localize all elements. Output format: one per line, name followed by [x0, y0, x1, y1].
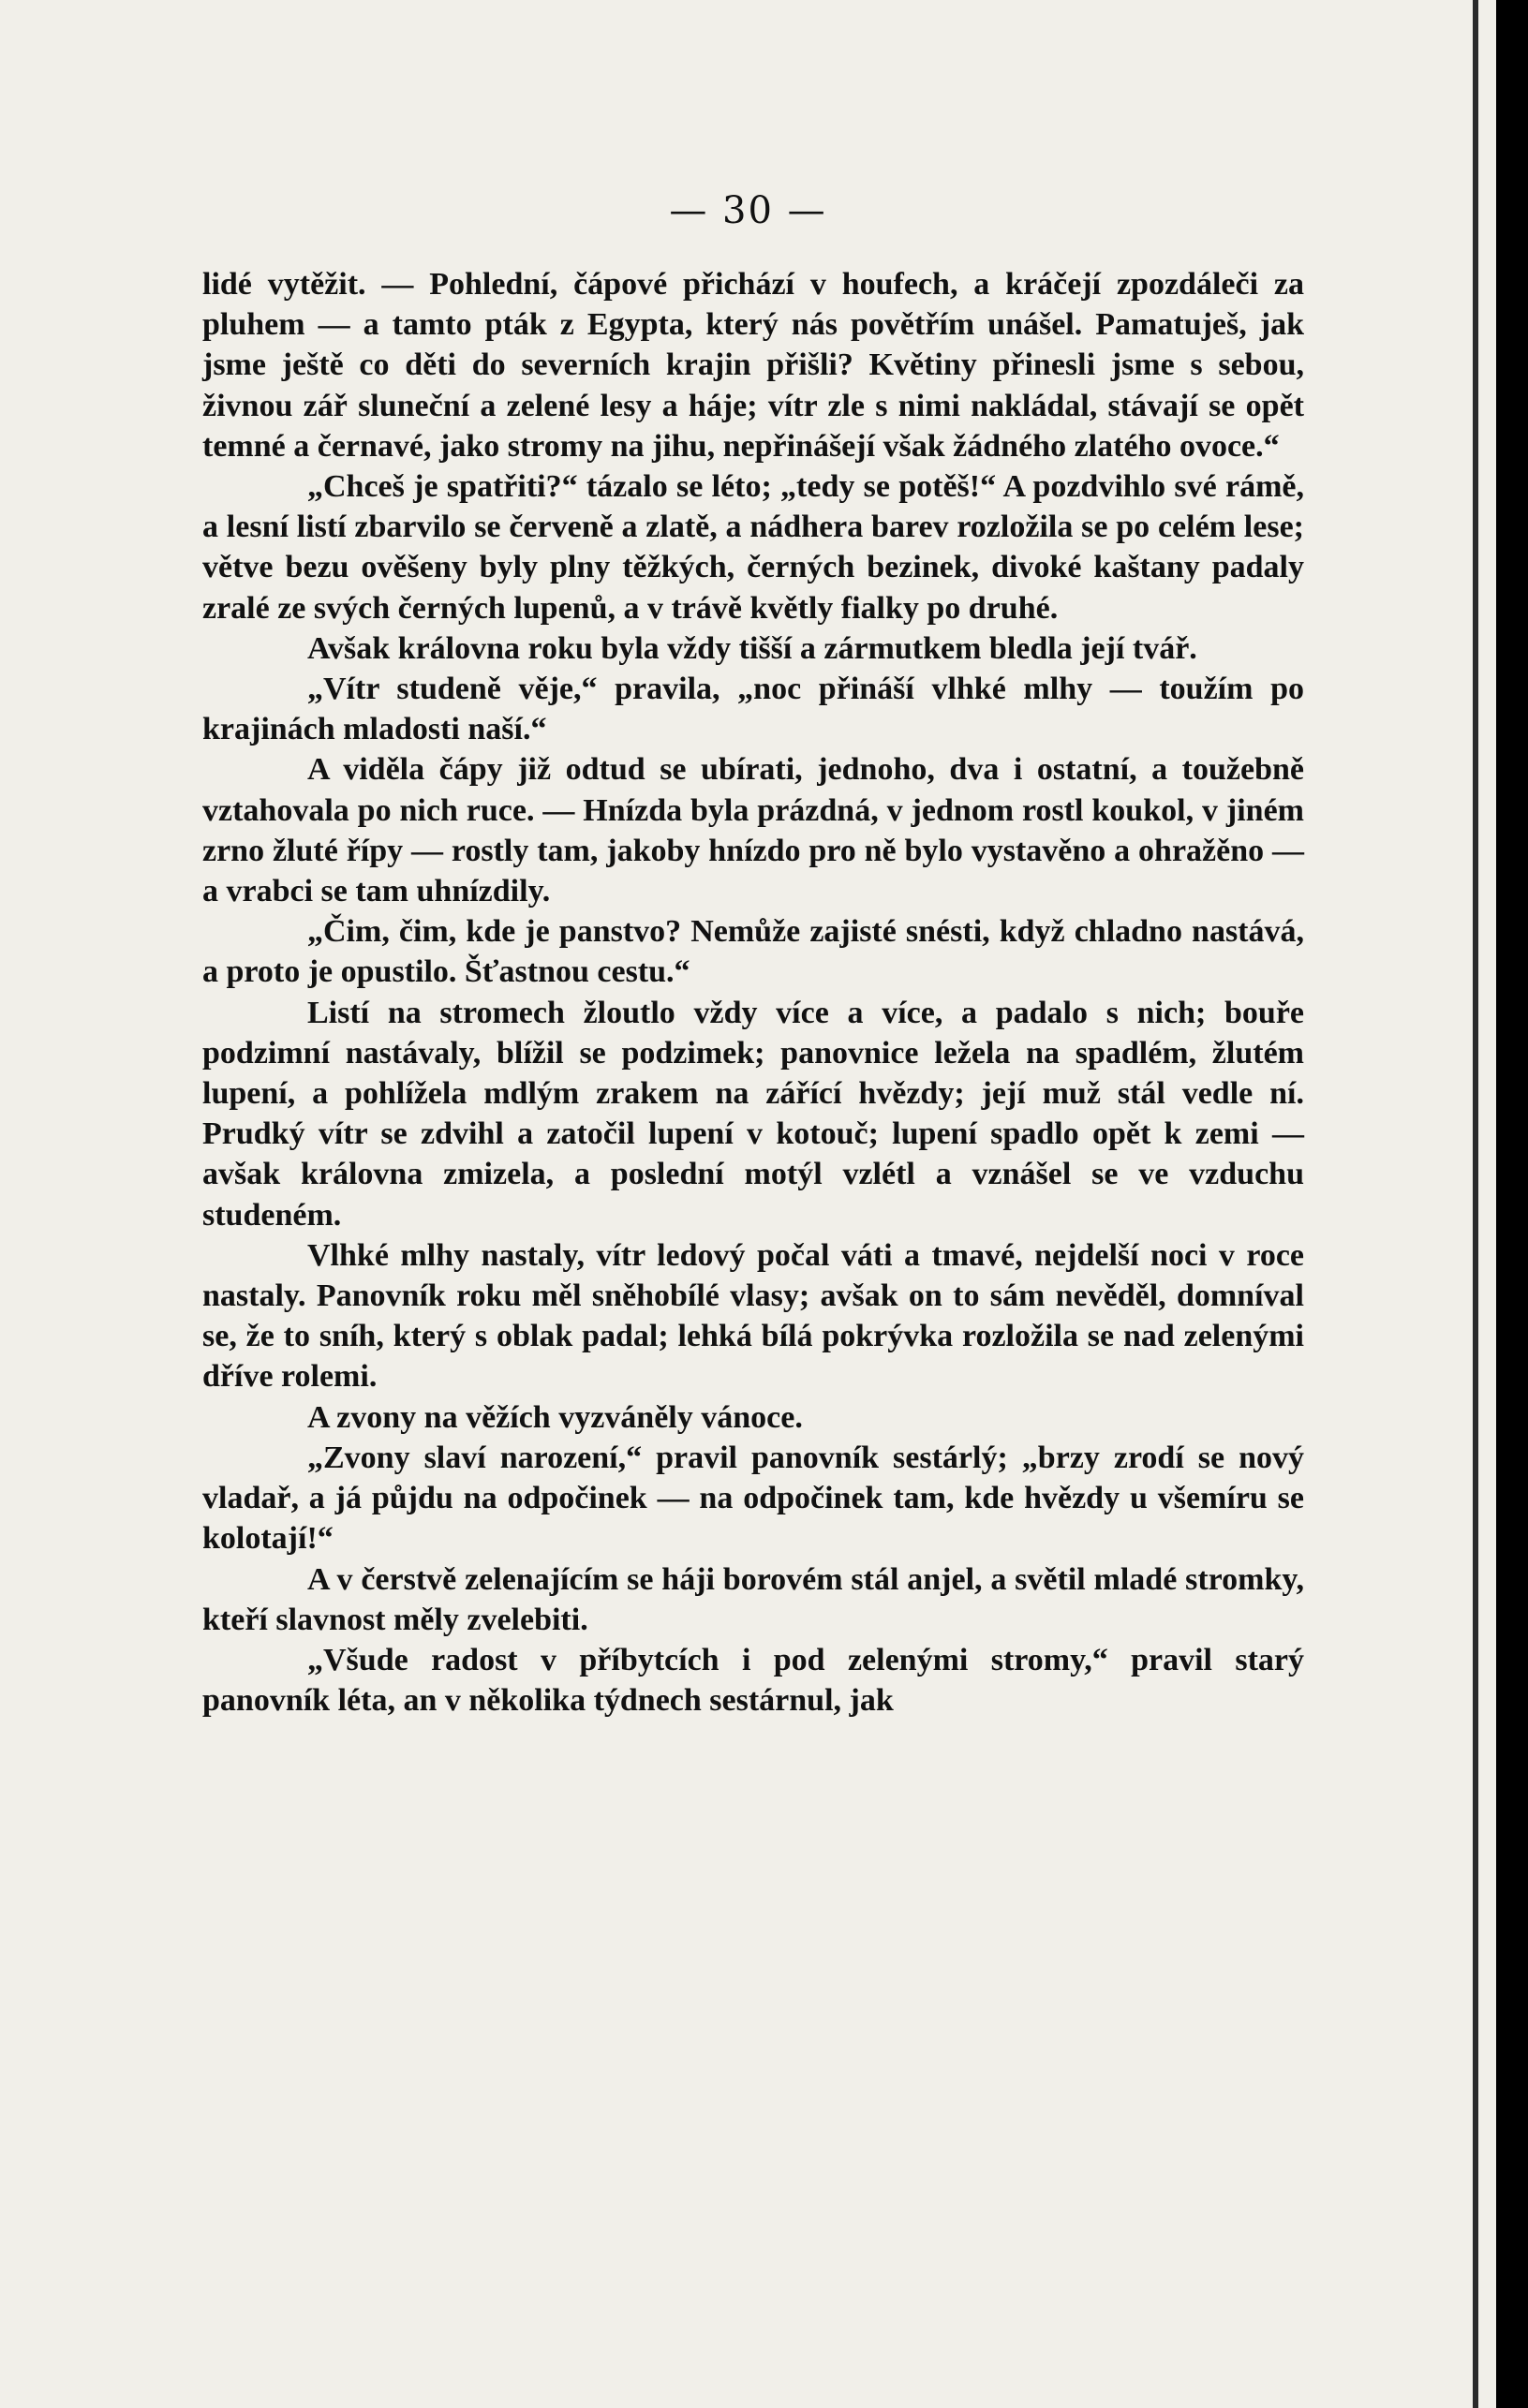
page-number: — 30 —	[669, 189, 827, 232]
paragraph: A viděla čápy již odtud se ubírati, jednoho, dva i ostatní, a toužebně vztahovala po nich ruce. — Hnízda byla prázdná, v jednom rostl koukol, v jiném zrno žluté řípy — rostly tam, jakoby hnízdo pro ně bylo vystavěno a ohražěno — a vrabci se tam uhnízdily.	[202, 752, 1304, 909]
paragraph: A zvony na věžích vyzváněly vánoce.	[307, 1399, 803, 1435]
paragraph: „Zvony slaví narození,“ pravil panovník sestárlý; „brzy zrodí se nový vladař, a já půjdu na odpočinek — na odpočinek tam, kde hvězdy u všemíru se kolotají!“	[202, 1440, 1304, 1557]
paragraph: Listí na stromech žloutlo vždy více a více, a padalo s nich; bouře podzimní nastávaly, blížil se podzimek; panovnice ležela na spadlém, žlutém lupení, a pohlížela mdlým zrakem na zářící hvězdy; její muž stál vedle ní. Prudký vítr se zdvihl a zatočil lupení v kotouč; lupení spadlo opět k zemi — avšak královna zmizela, a poslední motýl vzlétl a vznášel se ve vzduchu studeném.	[202, 995, 1304, 1233]
paragraph: lidé vytěžit. — Pohlední, čápové přichází v houfech, a kráčejí zpozdáleči za pluhem — a tamto pták z Egypta, který nás povětřím unášel. Pamatuješ, jak jsme ještě co děti do severních krajin přišli? Květiny přinesli jsme s sebou, živnou zář sluneční a zelené lesy a háje; vítr zle s nimi nakládal, stávají se opět temné a černavé, jako stromy na jihu, nepřinášejí však žádného zlatého ovoce.“	[202, 267, 1304, 464]
paragraph: „Všude radost v příbytcích i pod zelenými stromy,“ pravil starý panovník léta, an v několika týdnech sestárnul, jak	[202, 1642, 1304, 1719]
paragraph: Avšak královna roku byla vždy tišší a zármutkem bledla její tvář.	[307, 630, 1197, 666]
page-edge-shadow	[1473, 0, 1478, 2408]
paragraph: „Chceš je spatřiti?“ tázalo se léto; „tedy se potěš!“ A pozdvihlo své rámě, a lesní listí zbarvilo se červeně a zlatě, a nádhera barev rozložila se po celém lese; větve bezu ověšeny byly plny těžkých, černých bezinek, divoké kaštany padaly zralé ze svých černých lupenů, a v trávě květly fialky po druhé.	[202, 469, 1304, 626]
paragraph: „Čim, čim, kde je panstvo? Nemůže zajisté snésti, když chladno nastává, a proto je opustilo. Šťastnou cestu.“	[202, 914, 1304, 990]
paragraph: „Vítr studeně věje,“ pravila, „noc přináší vlhké mlhy — toužím po krajinách mladosti naší.“	[202, 672, 1304, 747]
body-text	[202, 264, 1304, 1721]
paragraph: Vlhké mlhy nastaly, vítr ledový počal váti a tmavé, nejdelší noci v roce nastaly. Panovník roku měl sněhobílé vlasy; avšak on to sám nevěděl, domníval se, že to sníh, který s oblak padal; lehká bílá pokrývka rozložila se nad zelenými dříve rolemi.	[202, 1237, 1304, 1395]
paragraph: A v čerstvě zelenajícím se háji borovém stál anjel, a světil mladé stromky, kteří slavnost měly zvelebiti.	[202, 1561, 1304, 1637]
